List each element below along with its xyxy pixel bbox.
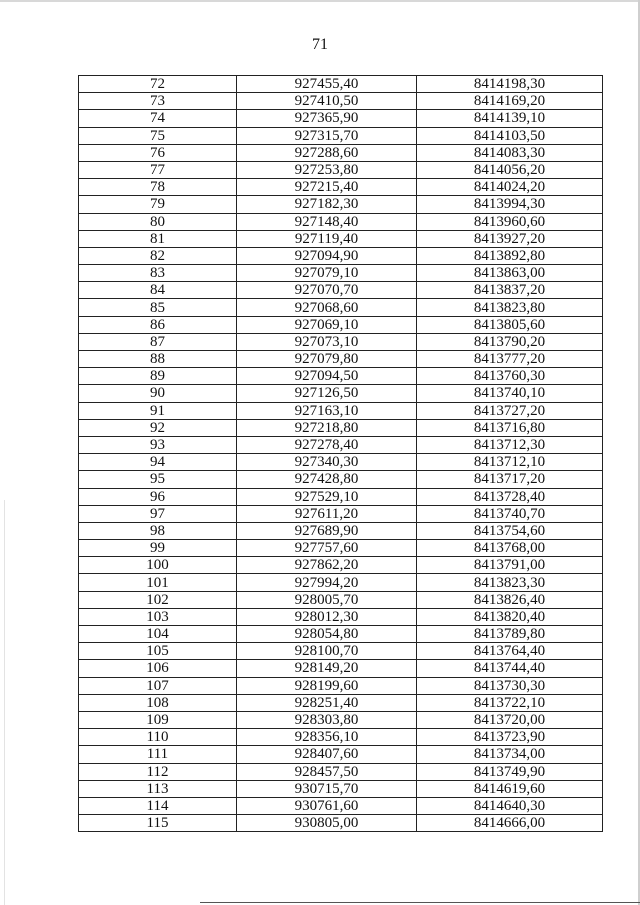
- y-coordinate-cell: 8413730,30: [417, 677, 603, 694]
- x-coordinate-cell: 928149,20: [237, 660, 417, 677]
- x-coordinate-cell: 927455,40: [237, 76, 417, 93]
- y-coordinate-cell: 8414640,30: [417, 797, 603, 814]
- x-coordinate-cell: 927182,30: [237, 196, 417, 213]
- table-row: [79, 540, 603, 557]
- x-coordinate-cell: 927253,80: [237, 161, 417, 178]
- y-coordinate-cell: 8413823,80: [417, 299, 603, 316]
- point-number-cell: 103: [79, 608, 237, 625]
- x-coordinate-cell: 927148,40: [237, 213, 417, 230]
- point-number-cell: 87: [79, 333, 237, 350]
- x-coordinate-cell: 928457,50: [237, 763, 417, 780]
- table-row: [79, 643, 603, 660]
- point-number-cell: 90: [79, 385, 237, 402]
- page-number: 71: [312, 36, 328, 53]
- x-coordinate-cell: 927529,10: [237, 488, 417, 505]
- y-coordinate-cell: 8413823,30: [417, 574, 603, 591]
- point-number-cell: 111: [79, 746, 237, 763]
- x-coordinate-cell: 928012,30: [237, 608, 417, 625]
- point-number-cell: 98: [79, 522, 237, 539]
- table-row: [79, 763, 603, 780]
- point-number-cell: 77: [79, 161, 237, 178]
- x-coordinate-cell: 930805,00: [237, 815, 417, 832]
- point-number-cell: 97: [79, 505, 237, 522]
- y-coordinate-cell: 8414024,20: [417, 179, 603, 196]
- point-number-cell: 85: [79, 299, 237, 316]
- point-number-cell: 79: [79, 196, 237, 213]
- y-coordinate-cell: 8413791,00: [417, 557, 603, 574]
- table-row: [79, 299, 603, 316]
- table-row: [79, 333, 603, 350]
- x-coordinate-cell: 927428,80: [237, 471, 417, 488]
- table-row: [79, 488, 603, 505]
- x-coordinate-cell: 927410,50: [237, 93, 417, 110]
- x-coordinate-cell: 927070,70: [237, 282, 417, 299]
- y-coordinate-cell: 8413740,70: [417, 505, 603, 522]
- x-coordinate-cell: 927611,20: [237, 505, 417, 522]
- y-coordinate-cell: 8413863,00: [417, 265, 603, 282]
- y-coordinate-cell: 8413768,00: [417, 540, 603, 557]
- table-row: [79, 230, 603, 247]
- point-number-cell: 95: [79, 471, 237, 488]
- x-coordinate-cell: 928303,80: [237, 711, 417, 728]
- table-row: [79, 557, 603, 574]
- y-coordinate-cell: 8413723,90: [417, 729, 603, 746]
- point-number-cell: 91: [79, 402, 237, 419]
- table-row: [79, 127, 603, 144]
- point-number-cell: 113: [79, 780, 237, 797]
- table-row: [79, 660, 603, 677]
- y-coordinate-cell: 8413764,40: [417, 643, 603, 660]
- y-coordinate-cell: 8413777,20: [417, 351, 603, 368]
- x-coordinate-cell: 930715,70: [237, 780, 417, 797]
- x-coordinate-cell: 928005,70: [237, 591, 417, 608]
- table-row: [79, 93, 603, 110]
- table-row: [79, 110, 603, 127]
- point-number-cell: 99: [79, 540, 237, 557]
- table-row: [79, 161, 603, 178]
- point-number-cell: 114: [79, 797, 237, 814]
- table-row: [79, 522, 603, 539]
- point-number-cell: 84: [79, 282, 237, 299]
- point-number-cell: 92: [79, 419, 237, 436]
- point-number-cell: 74: [79, 110, 237, 127]
- y-coordinate-cell: 8413837,20: [417, 282, 603, 299]
- x-coordinate-cell: 927365,90: [237, 110, 417, 127]
- table-row: [79, 591, 603, 608]
- table-row: [79, 419, 603, 436]
- point-number-cell: 78: [79, 179, 237, 196]
- point-number-cell: 96: [79, 488, 237, 505]
- point-number-cell: 89: [79, 368, 237, 385]
- point-number-cell: 100: [79, 557, 237, 574]
- table-row: [79, 780, 603, 797]
- x-coordinate-cell: 927994,20: [237, 574, 417, 591]
- y-coordinate-cell: 8413790,20: [417, 333, 603, 350]
- y-coordinate-cell: 8413716,80: [417, 419, 603, 436]
- table-row: [79, 213, 603, 230]
- x-coordinate-cell: 927218,80: [237, 419, 417, 436]
- y-coordinate-cell: 8414666,00: [417, 815, 603, 832]
- point-number-cell: 75: [79, 127, 237, 144]
- table-row: [79, 385, 603, 402]
- y-coordinate-cell: 8413720,00: [417, 711, 603, 728]
- table-row: [79, 282, 603, 299]
- point-number-cell: 76: [79, 144, 237, 161]
- table-row: [79, 815, 603, 832]
- y-coordinate-cell: 8413744,40: [417, 660, 603, 677]
- point-number-cell: 112: [79, 763, 237, 780]
- x-coordinate-cell: 927163,10: [237, 402, 417, 419]
- point-number-cell: 110: [79, 729, 237, 746]
- point-number-cell: 81: [79, 230, 237, 247]
- table-row: [79, 626, 603, 643]
- page-edge-top: [0, 0, 640, 2]
- table-row: [79, 316, 603, 333]
- x-coordinate-cell: 928251,40: [237, 694, 417, 711]
- table-row: [79, 711, 603, 728]
- x-coordinate-cell: 927215,40: [237, 179, 417, 196]
- point-number-cell: 101: [79, 574, 237, 591]
- x-coordinate-cell: 927119,40: [237, 230, 417, 247]
- x-coordinate-cell: 927862,20: [237, 557, 417, 574]
- y-coordinate-cell: 8414139,10: [417, 110, 603, 127]
- y-coordinate-cell: 8413960,60: [417, 213, 603, 230]
- x-coordinate-cell: 927079,10: [237, 265, 417, 282]
- x-coordinate-cell: 927315,70: [237, 127, 417, 144]
- table-row: [79, 436, 603, 453]
- y-coordinate-cell: 8414198,30: [417, 76, 603, 93]
- x-coordinate-cell: 928356,10: [237, 729, 417, 746]
- y-coordinate-cell: 8413760,30: [417, 368, 603, 385]
- x-coordinate-cell: 927079,80: [237, 351, 417, 368]
- table-row: [79, 196, 603, 213]
- point-number-cell: 83: [79, 265, 237, 282]
- y-coordinate-cell: 8413712,30: [417, 436, 603, 453]
- x-coordinate-cell: 927340,30: [237, 454, 417, 471]
- point-number-cell: 106: [79, 660, 237, 677]
- point-number-cell: 86: [79, 316, 237, 333]
- point-number-cell: 94: [79, 454, 237, 471]
- y-coordinate-cell: 8413717,20: [417, 471, 603, 488]
- y-coordinate-cell: 8413734,00: [417, 746, 603, 763]
- x-coordinate-cell: 927094,90: [237, 247, 417, 264]
- y-coordinate-cell: 8413994,30: [417, 196, 603, 213]
- x-coordinate-cell: 928054,80: [237, 626, 417, 643]
- x-coordinate-cell: 927278,40: [237, 436, 417, 453]
- point-number-cell: 104: [79, 626, 237, 643]
- point-number-cell: 115: [79, 815, 237, 832]
- point-number-cell: 108: [79, 694, 237, 711]
- point-number-cell: 105: [79, 643, 237, 660]
- table-row: [79, 144, 603, 161]
- table-row: [79, 351, 603, 368]
- y-coordinate-cell: 8413727,20: [417, 402, 603, 419]
- y-coordinate-cell: 8414083,30: [417, 144, 603, 161]
- table-row: [79, 402, 603, 419]
- y-coordinate-cell: 8414169,20: [417, 93, 603, 110]
- x-coordinate-cell: 927068,60: [237, 299, 417, 316]
- y-coordinate-cell: 8413728,40: [417, 488, 603, 505]
- table-row: [79, 746, 603, 763]
- point-number-cell: 109: [79, 711, 237, 728]
- y-coordinate-cell: 8413712,10: [417, 454, 603, 471]
- table-row: [79, 76, 603, 93]
- point-number-cell: 102: [79, 591, 237, 608]
- point-number-cell: 72: [79, 76, 237, 93]
- point-number-cell: 73: [79, 93, 237, 110]
- y-coordinate-cell: 8413826,40: [417, 591, 603, 608]
- page-edge-bottom: [200, 902, 640, 903]
- y-coordinate-cell: 8414056,20: [417, 161, 603, 178]
- x-coordinate-cell: 928407,60: [237, 746, 417, 763]
- y-coordinate-cell: 8413805,60: [417, 316, 603, 333]
- x-coordinate-cell: 927073,10: [237, 333, 417, 350]
- y-coordinate-cell: 8413754,60: [417, 522, 603, 539]
- x-coordinate-cell: 927689,90: [237, 522, 417, 539]
- table-row: [79, 729, 603, 746]
- x-coordinate-cell: 928199,60: [237, 677, 417, 694]
- table-row: [79, 608, 603, 625]
- table-row: [79, 247, 603, 264]
- table-row: [79, 694, 603, 711]
- y-coordinate-cell: 8413749,90: [417, 763, 603, 780]
- point-number-cell: 93: [79, 436, 237, 453]
- y-coordinate-cell: 8413892,80: [417, 247, 603, 264]
- table-row: [79, 677, 603, 694]
- table-row: [79, 265, 603, 282]
- x-coordinate-cell: 927094,50: [237, 368, 417, 385]
- y-coordinate-cell: 8413820,40: [417, 608, 603, 625]
- x-coordinate-cell: 927069,10: [237, 316, 417, 333]
- point-number-cell: 82: [79, 247, 237, 264]
- point-number-cell: 80: [79, 213, 237, 230]
- coordinates-table-body: [79, 76, 603, 832]
- table-row: [79, 797, 603, 814]
- table-row: [79, 574, 603, 591]
- table-row: [79, 454, 603, 471]
- x-coordinate-cell: 928100,70: [237, 643, 417, 660]
- x-coordinate-cell: 930761,60: [237, 797, 417, 814]
- point-number-cell: 88: [79, 351, 237, 368]
- x-coordinate-cell: 927288,60: [237, 144, 417, 161]
- table-row: [79, 368, 603, 385]
- y-coordinate-cell: 8414619,60: [417, 780, 603, 797]
- y-coordinate-cell: 8413722,10: [417, 694, 603, 711]
- y-coordinate-cell: 8413789,80: [417, 626, 603, 643]
- x-coordinate-cell: 927757,60: [237, 540, 417, 557]
- y-coordinate-cell: 8413927,20: [417, 230, 603, 247]
- x-coordinate-cell: 927126,50: [237, 385, 417, 402]
- y-coordinate-cell: 8413740,10: [417, 385, 603, 402]
- table-row: [79, 179, 603, 196]
- table-row: [79, 471, 603, 488]
- page-edge-left: [4, 500, 5, 905]
- table-row: [79, 505, 603, 522]
- coordinates-table: [78, 75, 603, 832]
- y-coordinate-cell: 8414103,50: [417, 127, 603, 144]
- point-number-cell: 107: [79, 677, 237, 694]
